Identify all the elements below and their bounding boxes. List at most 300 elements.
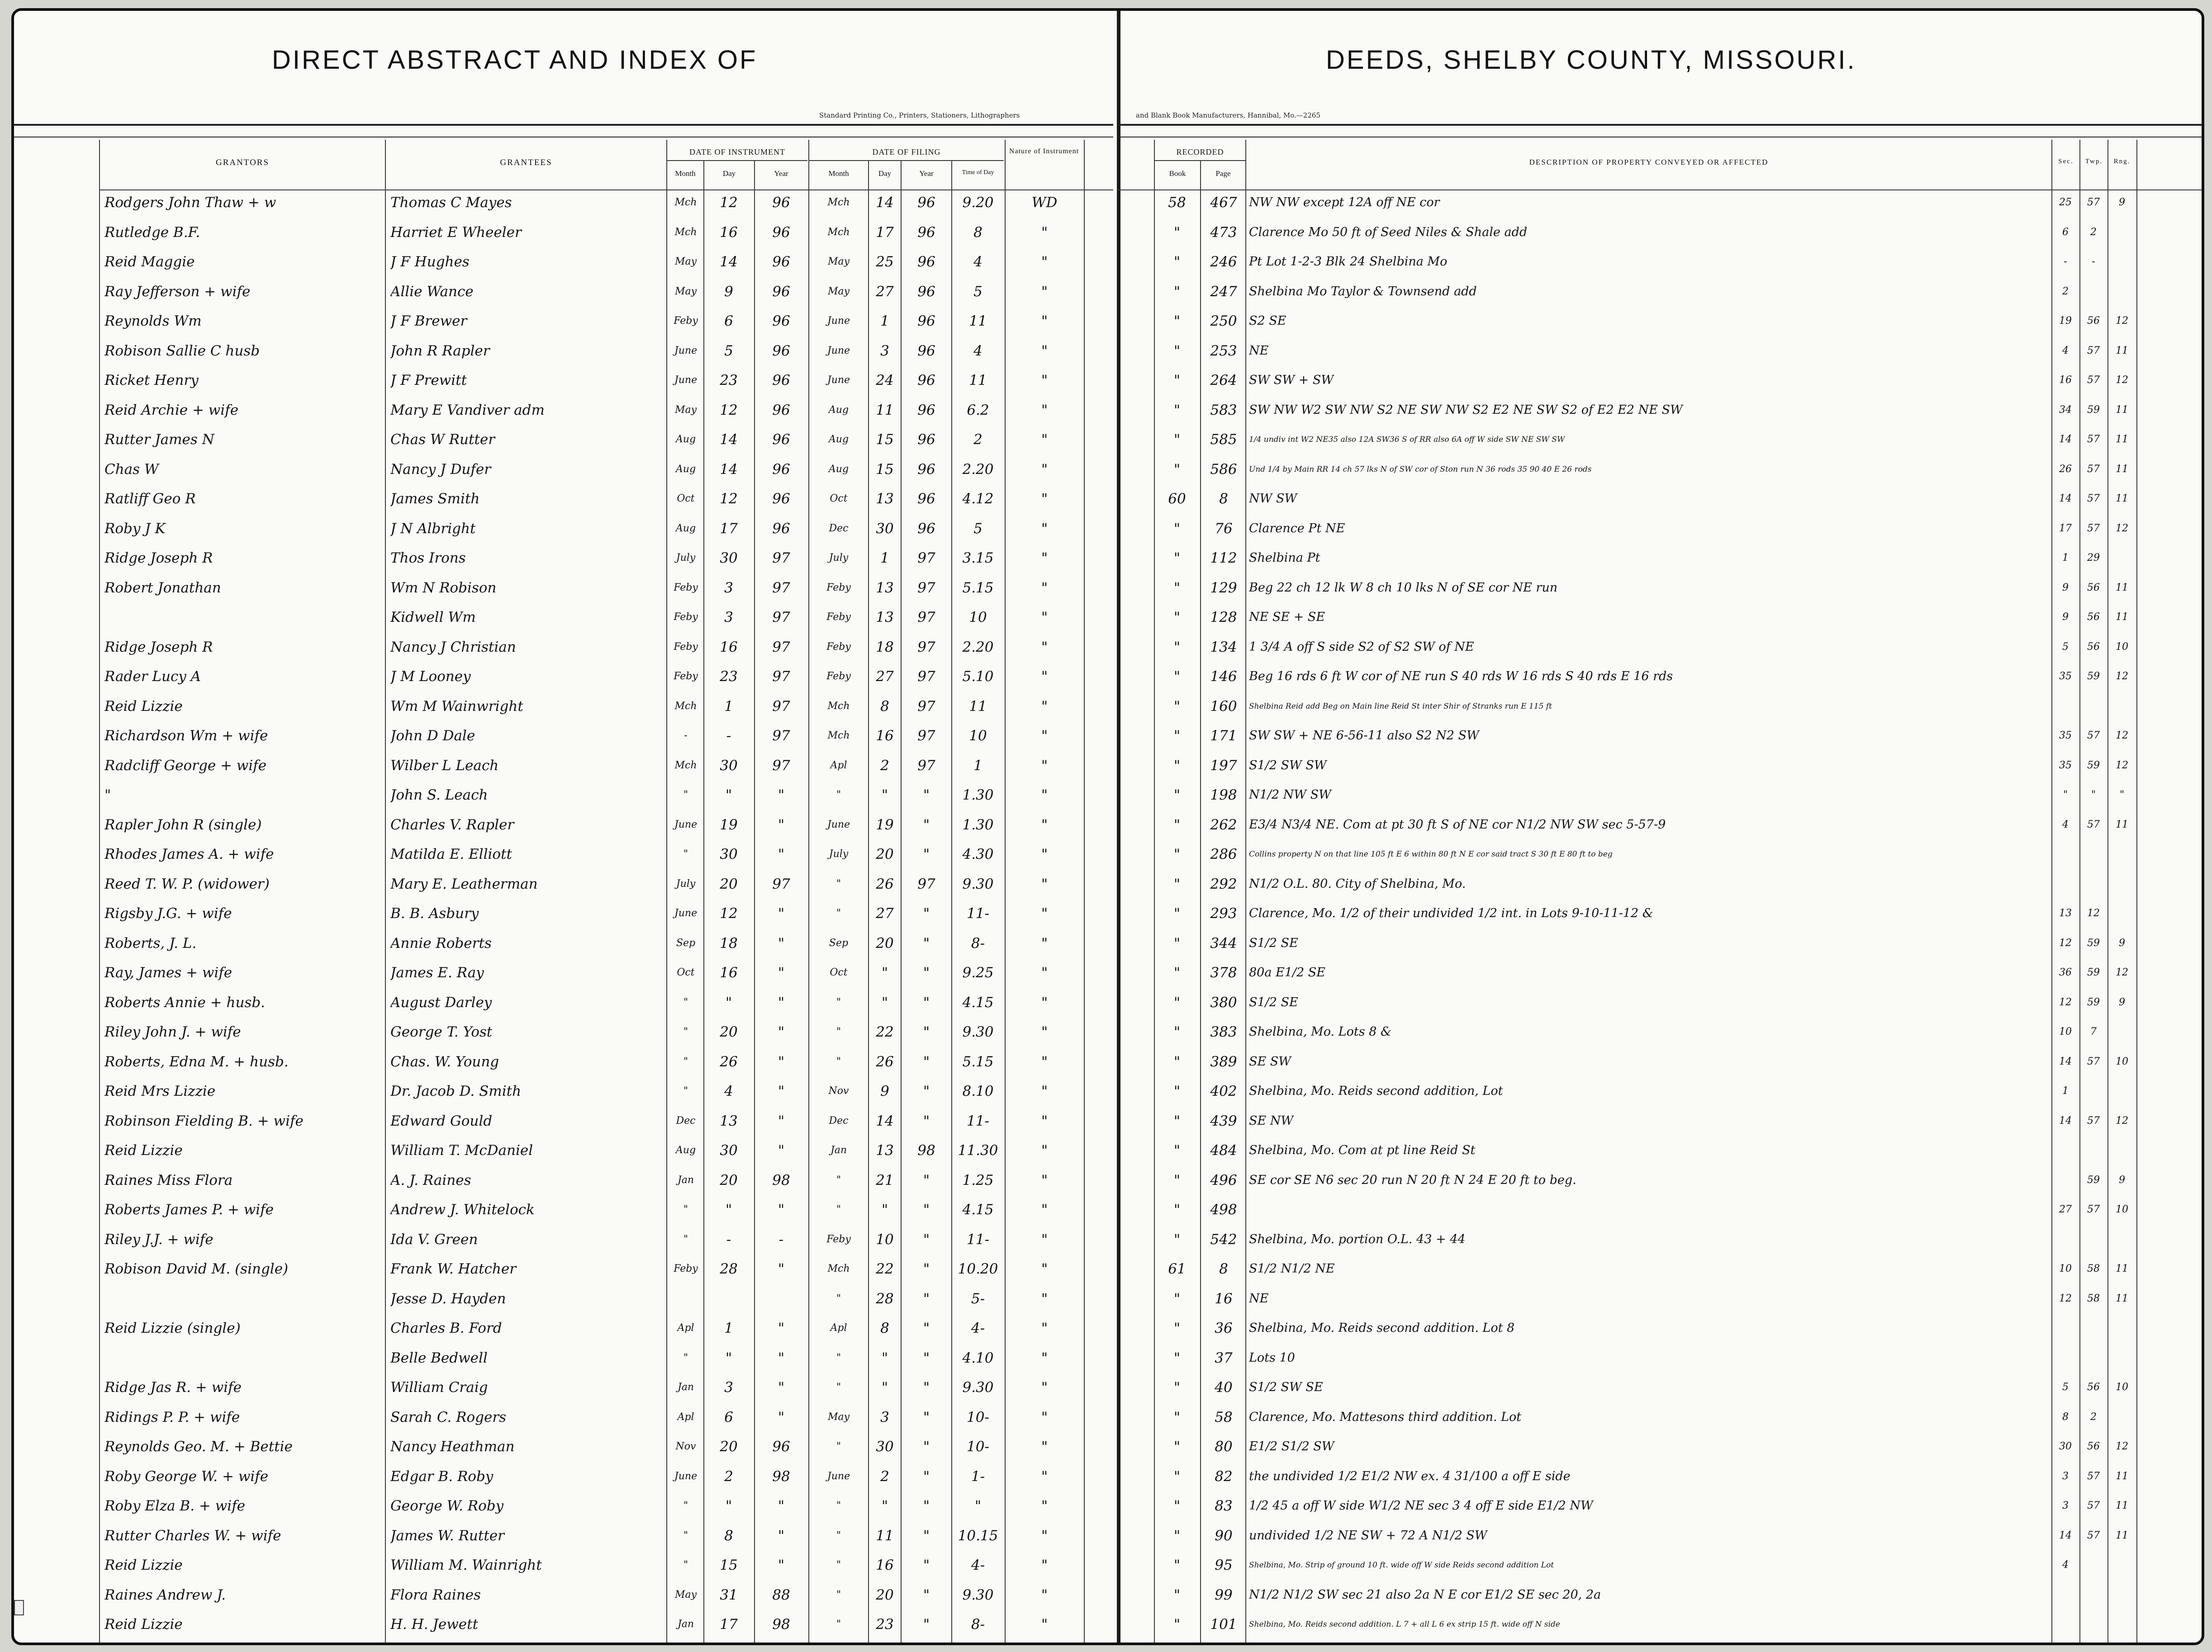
instrument-day-cell: 19 [720, 816, 738, 833]
filing-month-cell: " [836, 1382, 841, 1393]
instrument-day-cell: 16 [720, 224, 738, 241]
book-cell: " [1173, 372, 1181, 388]
page-cell: 585 [1210, 431, 1237, 448]
right-imprint: and Blank Book Manufacturers, Hannibal, Mo.—2265 [1136, 111, 1320, 119]
book-cell: " [1173, 1379, 1181, 1396]
filing-time-cell: 5 [973, 520, 983, 537]
instrument-month-cell: " [683, 848, 688, 860]
instrument-day-cell: " [725, 787, 732, 803]
instrument-day-cell: 3 [724, 609, 733, 625]
twp-cell: 57 [2087, 197, 2100, 208]
grantee-cell: William Craig [390, 1379, 488, 1396]
page-cell: 380 [1210, 994, 1237, 1011]
grantor-cell: Ray Jefferson + wife [104, 283, 251, 300]
instrument-month-cell: Aug [675, 434, 696, 445]
instrument-year-cell: 97 [772, 728, 790, 744]
instrument-day-cell: 17 [720, 520, 738, 537]
filing-time-cell: 8- [971, 935, 985, 951]
grantee-cell: Flora Raines [390, 1586, 481, 1603]
description-cell: Shelbina Pt [1249, 551, 1320, 565]
grantor-cell: Ridge Jas R. + wife [104, 1379, 242, 1396]
instrument-day-cell: 16 [720, 965, 738, 981]
grantor-cell: Rapler John R (single) [104, 816, 262, 833]
nature-cell: " [1041, 698, 1048, 715]
filing-day-cell: 2 [880, 757, 889, 774]
filing-month-cell: Jan [830, 1145, 847, 1156]
description-cell: N1/2 O.L. 80. City of Shelbina, Mo. [1249, 876, 1466, 891]
grantee-cell: Mary E. Leatherman [390, 876, 538, 892]
filing-year-cell: 96 [917, 283, 935, 300]
description-cell: Shelbina, Mo. Reids second addition, Lot [1249, 1084, 1503, 1098]
rng-cell: 11 [2116, 1292, 2128, 1304]
filing-month-cell: " [836, 1529, 841, 1541]
page-cell: 439 [1210, 1112, 1237, 1129]
filing-month-cell: Nov [828, 1085, 849, 1097]
grantees-header: GRANTEES [500, 158, 552, 167]
sec-cell: 34 [2059, 404, 2072, 416]
filing-day-cell: 16 [876, 1557, 894, 1573]
description-cell: SE cor SE N6 sec 20 run N 20 ft N 24 E 20 ft to beg. [1249, 1173, 1576, 1187]
sec-cell: 4 [2062, 1559, 2069, 1571]
twp-cell: 56 [2087, 315, 2100, 327]
nature-cell: " [1041, 1261, 1048, 1277]
page-cell: 583 [1210, 402, 1237, 418]
rng-cell: 11 [2116, 611, 2128, 623]
ledger-entry-row [14, 340, 2202, 363]
ledger-entry-row [14, 429, 2202, 451]
grantor-cell: Rigsby J.G. + wife [104, 905, 232, 922]
instrument-year-cell: " [778, 816, 785, 833]
instrument-month-cell: July [676, 552, 696, 563]
grantor-cell: Roby Elza B. + wife [104, 1498, 246, 1514]
page-cell: 389 [1210, 1053, 1237, 1070]
filing-day-cell: " [881, 787, 888, 803]
description-cell: NE [1249, 1291, 1269, 1306]
ledger-entry-row [14, 1051, 2202, 1074]
nature-cell: " [1041, 1557, 1048, 1573]
instrument-year-cell: 96 [772, 194, 790, 211]
instrument-year-cell: " [778, 1557, 785, 1573]
grantee-cell: Thomas C Mayes [390, 194, 512, 211]
description-cell: S1/2 SE [1249, 995, 1298, 1009]
description-cell: Clarence, Mo. Mattesons third addition. Lot [1249, 1410, 1522, 1424]
grantee-cell: J F Prewitt [390, 372, 467, 388]
filing-month-cell: Oct [830, 493, 848, 504]
nature-header: Nature of Instrument [1009, 147, 1079, 155]
nature-cell: " [1041, 550, 1048, 566]
sec-cell: 19 [2059, 315, 2072, 327]
filing-year-cell: 96 [917, 313, 935, 329]
filing-day-cell: 24 [876, 372, 894, 388]
ledger-entry-row [14, 310, 2202, 333]
instrument-year-cell: 98 [772, 1616, 790, 1633]
instrument-year-cell: 98 [772, 1172, 790, 1188]
filing-year-cell: " [923, 935, 930, 951]
filing-day-cell: 23 [876, 1616, 894, 1633]
page-cell: 344 [1210, 935, 1237, 951]
filing-time-cell: 11- [967, 905, 989, 922]
filing-day-cell: 2 [880, 1468, 889, 1485]
rng-cell: 11 [2116, 345, 2128, 356]
sec-cell: 14 [2059, 493, 2072, 504]
sec-cell: 2 [2062, 285, 2069, 297]
filing-day-cell: " [881, 994, 888, 1011]
instrument-day-cell: 1 [724, 698, 733, 715]
grantor-cell: Rhodes James A. + wife [104, 846, 274, 862]
filing-day-cell: 15 [876, 461, 894, 478]
filing-month-cell: Mch [827, 1263, 850, 1274]
filing-time-cell: 9.30 [962, 1586, 994, 1603]
instrument-year-cell: 96 [772, 431, 790, 448]
filing-month-cell: Feby [826, 582, 851, 593]
rng-cell: 11 [2116, 819, 2128, 830]
filing-time-cell: 11- [967, 1112, 989, 1129]
filing-time-cell: 4.10 [962, 1349, 994, 1366]
filing-month-cell: " [836, 1500, 841, 1511]
instrument-month-cell: Feby [674, 671, 698, 682]
filing-year-cell: 97 [917, 698, 935, 715]
twp-cell: 59 [2087, 996, 2100, 1008]
filing-year-cell: 96 [917, 461, 935, 478]
nature-cell: " [1041, 461, 1048, 478]
instrument-month-cell: May [674, 404, 697, 416]
filing-month-cell: Apl [830, 1322, 847, 1334]
sec-cell: 4 [2062, 819, 2069, 830]
instrument-month-cell: " [683, 1352, 688, 1363]
page-header: Page [1215, 169, 1231, 178]
book-cell: " [1173, 905, 1181, 922]
twp-cell: 57 [2087, 522, 2100, 534]
rng-cell: 9 [2119, 197, 2125, 208]
description-cell: Shelbina, Mo. Strip of ground 10 ft. wide off W side Reids second addition Lot [1249, 1561, 1554, 1570]
twp-cell: 2 [2090, 226, 2097, 238]
rng-cell: 12 [2116, 759, 2128, 771]
instrument-month-cell: Aug [675, 463, 696, 475]
instrument-day-cell: 23 [720, 372, 738, 388]
grantor-cell: Ridings P. P. + wife [104, 1409, 240, 1425]
rng-cell: 12 [2116, 967, 2128, 978]
instrument-day-cell: 12 [720, 194, 738, 211]
filing-month-cell: Aug [828, 434, 849, 445]
filing-month-cell: Aug [828, 463, 849, 475]
grantee-cell: Ida V. Green [390, 1231, 478, 1248]
sec-cell: 12 [2059, 996, 2072, 1008]
page-cell: 146 [1210, 668, 1237, 685]
grantor-cell: Roberts, Edna M. + husb. [104, 1053, 289, 1070]
filing-day-cell: 25 [876, 254, 894, 270]
grantee-cell: Jesse D. Hayden [390, 1290, 506, 1307]
ledger-entry-row [14, 636, 2202, 659]
book-cell: " [1173, 876, 1181, 892]
book-cell: " [1173, 313, 1181, 329]
grantor-cell: Reid Mrs Lizzie [104, 1083, 216, 1099]
rng-cell: 12 [2116, 1441, 2128, 1452]
instrument-day-cell: 30 [720, 757, 738, 774]
instrument-month-cell: Mch [674, 197, 697, 208]
filing-time-cell: 10 [969, 609, 987, 625]
file-time-header: Time of Day [962, 169, 994, 176]
grantee-cell: J M Looney [390, 668, 471, 685]
filing-year-cell: 96 [917, 372, 935, 388]
filing-year-cell: 96 [917, 520, 935, 537]
twp-cell: 56 [2087, 641, 2100, 653]
instrument-year-cell: 96 [772, 461, 790, 478]
nature-cell: " [1041, 491, 1048, 507]
rng-cell: 12 [2116, 671, 2128, 682]
sec-cell: 17 [2059, 522, 2072, 534]
description-cell: Clarence, Mo. 1/2 of their undivided 1/2 int. in Lots 9-10-11-12 & [1249, 906, 1653, 920]
description-cell: S1/2 N1/2 NE [1249, 1262, 1335, 1276]
grantee-cell: Sarah C. Rogers [390, 1409, 507, 1425]
instrument-month-cell: May [674, 256, 697, 267]
instrument-month-cell: " [683, 996, 688, 1008]
filing-time-cell: 4- [971, 1320, 985, 1336]
nature-cell: " [1041, 994, 1048, 1011]
nature-cell: " [1041, 905, 1048, 922]
filing-time-cell: 4.15 [962, 994, 994, 1011]
filing-time-cell: 2.20 [962, 461, 994, 478]
sec-cell: 3 [2062, 1500, 2069, 1511]
description-header: DESCRIPTION OF PROPERTY CONVEYED OR AFFECTED [1529, 158, 1769, 166]
rng-cell: 12 [2116, 374, 2128, 386]
grantor-cell: Ridge Joseph R [104, 550, 213, 566]
filing-time-cell: 1- [971, 1468, 985, 1485]
description-cell: Beg 22 ch 12 lk W 8 ch 10 lks N of SE cor NE run [1249, 580, 1558, 595]
instrument-day-cell: 31 [720, 1586, 738, 1603]
instrument-day-cell: 20 [720, 876, 738, 892]
instrument-day-cell: 30 [720, 1142, 738, 1159]
instrument-month-cell: - [684, 730, 688, 741]
filing-day-cell: 18 [876, 639, 894, 655]
instrument-month-cell: Mch [674, 700, 697, 712]
instrument-day-cell: - [726, 728, 731, 744]
page-cell: 498 [1210, 1202, 1237, 1218]
filing-day-cell: 11 [876, 402, 894, 418]
instrument-day-cell: 20 [720, 1024, 738, 1040]
filing-month-cell: " [836, 996, 841, 1008]
twp-cell: 58 [2087, 1263, 2100, 1274]
instrument-month-cell: July [676, 878, 696, 890]
filing-day-cell: 20 [876, 846, 894, 862]
filing-year-cell: " [923, 1468, 930, 1485]
left-imprint: Standard Printing Co., Printers, Stationers, Lithographers [819, 111, 1020, 119]
nature-cell: " [1041, 1172, 1048, 1188]
filing-time-cell: 11 [969, 372, 987, 388]
description-cell: SE NW [1249, 1113, 1294, 1128]
filing-year-cell: " [923, 1586, 930, 1603]
twp-cell: 2 [2090, 1411, 2097, 1423]
filing-month-cell: " [836, 878, 841, 890]
grantee-cell: J F Hughes [390, 254, 470, 270]
grantee-cell: Edgar B. Roby [390, 1468, 494, 1485]
filing-year-cell: " [923, 1320, 930, 1336]
instrument-month-cell: Sep [676, 937, 696, 949]
rng-cell: 12 [2116, 730, 2128, 741]
nature-cell: " [1041, 1142, 1048, 1159]
filing-month-cell: " [836, 1026, 841, 1037]
grantee-cell: James Smith [390, 491, 480, 507]
grantor-cell: Raines Miss Flora [104, 1172, 233, 1188]
page-cell: 112 [1210, 550, 1237, 566]
instrument-day-cell: 30 [720, 550, 738, 566]
filing-day-cell: 27 [876, 283, 894, 300]
description-cell: NW NW except 12A off NE cor [1249, 195, 1440, 209]
nature-cell: " [1041, 313, 1048, 329]
ledger-entry-row [14, 843, 2202, 866]
grantee-cell: William M. Wainright [390, 1557, 542, 1573]
ledger-entry-row [14, 696, 2202, 718]
nature-cell: " [1041, 1439, 1048, 1455]
filing-year-cell: 97 [917, 550, 935, 566]
filing-time-cell: 10.20 [958, 1261, 998, 1277]
ledger-entry-row [14, 1021, 2202, 1044]
grantor-cell: Roberts, J. L. [104, 935, 197, 951]
grantee-cell: Wm M Wainwright [390, 698, 523, 715]
filing-month-cell: May [827, 1411, 850, 1423]
description-cell: Shelbina, Mo. Lots 8 & [1249, 1025, 1391, 1039]
instrument-month-cell: June [674, 345, 698, 356]
instrument-day-cell: 16 [720, 639, 738, 655]
page-cell: 467 [1210, 194, 1237, 211]
filing-month-cell: May [827, 285, 850, 297]
instrument-month-cell: June [674, 374, 698, 386]
twp-cell: 57 [2087, 1529, 2100, 1541]
nature-cell: " [1041, 846, 1048, 862]
instrument-year-cell: " [778, 1202, 785, 1218]
instrument-year-cell: 97 [772, 757, 790, 774]
description-cell: SW NW W2 SW NW S2 NE SW NW S2 E2 NE SW S2 of E2 E2 NE SW [1249, 402, 1683, 417]
grantee-cell: Kidwell Wm [390, 609, 476, 625]
book-cell: " [1173, 1439, 1181, 1455]
ledger-entry-row [14, 577, 2202, 600]
filing-year-cell: 96 [917, 491, 935, 507]
grantee-cell: Nancy J Christian [390, 639, 516, 655]
sec-header: Sec. [2058, 158, 2074, 165]
filing-year-cell: " [923, 1172, 930, 1188]
grantor-cell: Reid Maggie [104, 254, 195, 270]
instrument-year-cell: " [778, 1527, 785, 1544]
nature-cell: " [1041, 1290, 1048, 1307]
instrument-day-cell: 13 [720, 1112, 738, 1129]
instrument-month-cell: " [683, 1559, 688, 1571]
ledger-entry-row [14, 1525, 2202, 1548]
filing-year-cell: " [923, 846, 930, 862]
filing-time-cell: " [974, 1498, 982, 1514]
ledger-entry-row [14, 903, 2202, 925]
page-cell: 83 [1215, 1498, 1233, 1514]
book-cell: " [1173, 1320, 1181, 1336]
instrument-month-cell: " [683, 1085, 688, 1097]
filing-year-cell: " [923, 1083, 930, 1099]
twp-cell: 56 [2087, 611, 2100, 623]
ledger-entry-row [14, 399, 2202, 422]
description-cell: NE SE + SE [1249, 610, 1325, 624]
ledger-entry-row [14, 1140, 2202, 1162]
ledger-entry-row [14, 1288, 2202, 1311]
instrument-month-cell: Apl [677, 1411, 694, 1423]
ledger-entry-row [14, 992, 2202, 1014]
ledger-entry-row [14, 1377, 2202, 1399]
sub-header-line [667, 160, 807, 161]
instrument-month-cell: " [683, 1233, 688, 1245]
ledger-entry-row [14, 725, 2202, 748]
sec-cell: 27 [2059, 1204, 2072, 1215]
filing-day-cell: 13 [876, 491, 894, 507]
grantor-cell: Rutledge B.F. [104, 224, 200, 241]
instrument-day-cell: 8 [724, 1527, 733, 1544]
twp-cell: 57 [2087, 1500, 2100, 1511]
instrument-year-cell: 96 [772, 520, 790, 537]
ledger-entry-row [14, 1169, 2202, 1192]
filing-time-cell: 5- [971, 1290, 985, 1307]
ledger-entry-row [14, 547, 2202, 570]
page-cell: 402 [1210, 1083, 1237, 1099]
grantor-cell: Reed T. W. P. (widower) [104, 876, 270, 892]
ledger-entry-row [14, 933, 2202, 955]
instrument-year-cell: " [778, 1053, 785, 1070]
twp-cell: 57 [2087, 463, 2100, 475]
sec-cell: 35 [2059, 759, 2072, 771]
filing-day-cell: 21 [876, 1172, 894, 1188]
filing-time-cell: 4.15 [962, 1202, 994, 1218]
ledger-entry-row [14, 1495, 2202, 1518]
page-cell: 264 [1210, 372, 1237, 388]
filing-month-cell: Apl [830, 759, 847, 771]
rng-cell: 9 [2119, 1174, 2125, 1186]
book-cell: " [1173, 1053, 1181, 1070]
instrument-month-cell: Oct [677, 493, 695, 504]
instrument-year-cell: 96 [772, 1439, 790, 1455]
sec-cell: 14 [2059, 434, 2072, 445]
ledger-entry-row [14, 755, 2202, 777]
twp-cell: 57 [2087, 374, 2100, 386]
nature-cell: " [1041, 816, 1048, 833]
sec-cell: 10 [2059, 1263, 2072, 1274]
nature-cell: " [1041, 254, 1048, 270]
inst-day-header: Day [722, 169, 736, 178]
description-cell: E1/2 S1/2 SW [1249, 1439, 1334, 1453]
ledger-entry-row [14, 1317, 2202, 1340]
page-cell: 484 [1210, 1142, 1237, 1159]
rng-cell: 11 [2116, 463, 2128, 475]
header-rule [14, 124, 1113, 126]
page-cell: 542 [1210, 1231, 1237, 1248]
instrument-month-cell: June [674, 819, 698, 830]
grantor-cell: Reid Lizzie (single) [104, 1320, 241, 1336]
grantee-cell: Annie Roberts [390, 935, 492, 951]
book-header: Book [1169, 169, 1186, 178]
instrument-month-cell: Jan [677, 1619, 694, 1630]
instrument-month-cell: Feby [674, 1263, 698, 1274]
book-cell: " [1173, 728, 1181, 744]
grantor-cell: Ricket Henry [104, 372, 199, 388]
rng-cell: 11 [2116, 1470, 2128, 1482]
rng-cell: 10 [2116, 641, 2128, 653]
instrument-year-cell: " [778, 905, 785, 922]
book-cell: " [1173, 342, 1181, 359]
instrument-month-cell: Aug [675, 522, 696, 534]
filing-time-cell: 5.10 [962, 668, 994, 685]
file-year-header: Year [919, 169, 934, 178]
ledger-entry-row [14, 1258, 2202, 1281]
grantor-cell: Robinson Fielding B. + wife [104, 1112, 304, 1129]
filing-day-cell: 3 [880, 1409, 889, 1425]
sec-cell: 10 [2059, 1026, 2072, 1037]
ledger-entry-row [14, 1554, 2202, 1577]
instrument-day-cell: 2 [724, 1468, 733, 1485]
book-cell: " [1173, 1083, 1181, 1099]
instrument-year-cell: 96 [772, 283, 790, 300]
